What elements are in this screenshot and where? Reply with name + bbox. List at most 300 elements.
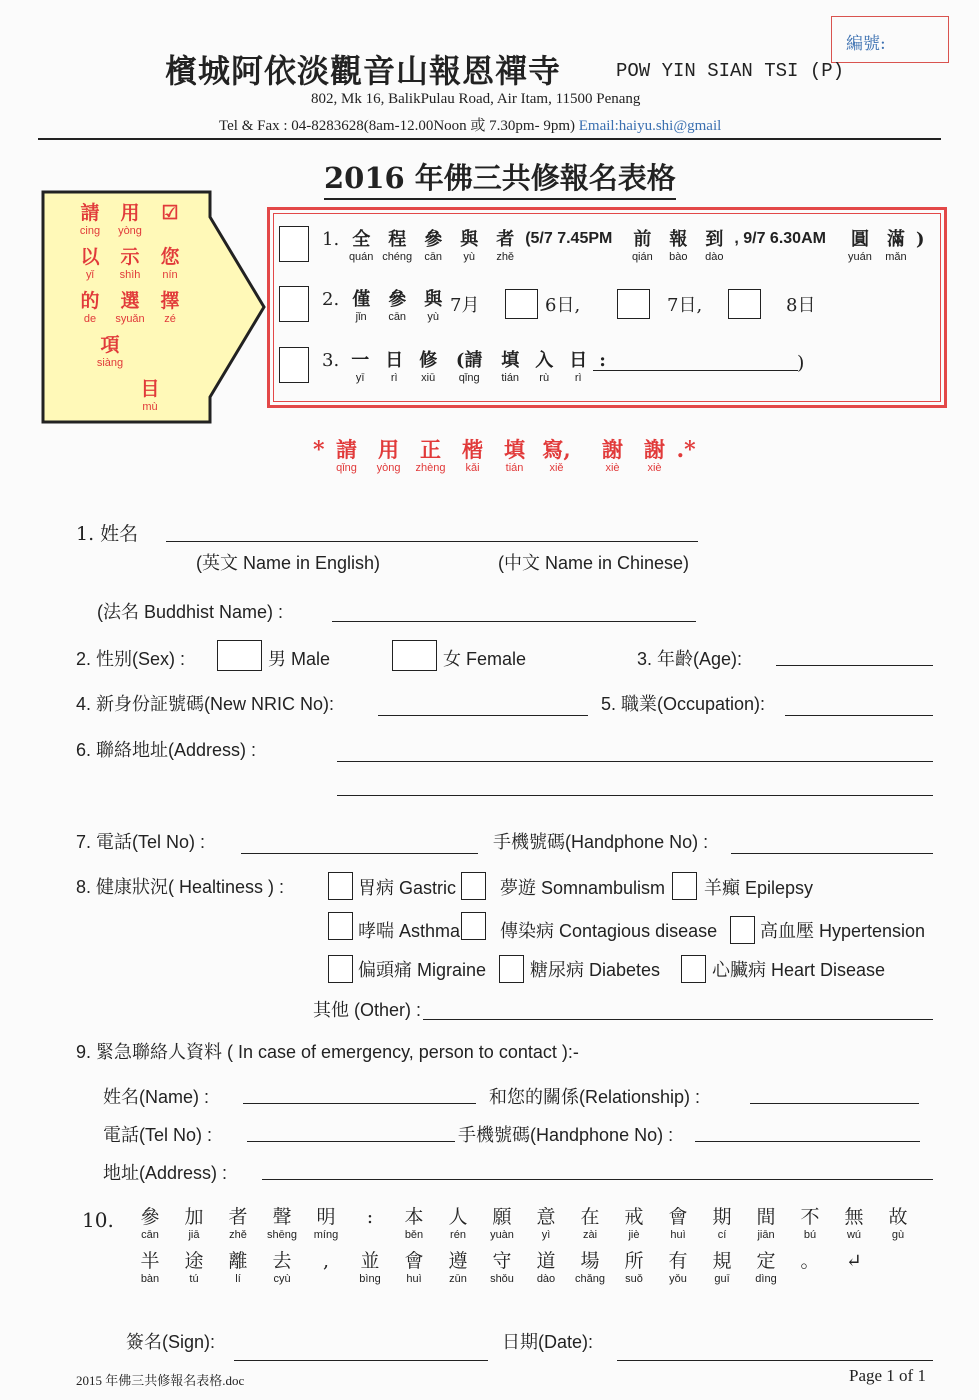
day8-label: 8日 xyxy=(786,295,816,316)
ruby-pinyin: yǒu xyxy=(669,1273,687,1285)
ruby-char xyxy=(216,1207,260,1241)
ruby-hanzi: 聲 xyxy=(272,1206,292,1228)
ruby-hanzi: 加 xyxy=(184,1206,204,1228)
day7-label: 7日, xyxy=(667,295,703,316)
emergency-address-label: 地址(Address) : xyxy=(103,1163,228,1183)
name-input-line[interactable] xyxy=(166,541,698,542)
month-label: 7月 xyxy=(450,295,480,316)
ruby-hanzi: (請 xyxy=(455,350,483,371)
ruby-char xyxy=(832,1251,876,1285)
ruby-char xyxy=(343,230,379,263)
ruby-hanzi: 間 xyxy=(756,1206,776,1228)
ruby-pinyin: lí xyxy=(235,1273,241,1285)
ruby-pinyin: xiū xyxy=(421,372,436,384)
emergency-address-line[interactable] xyxy=(262,1179,933,1180)
ruby-char xyxy=(348,1251,392,1285)
asthma-checkbox[interactable] xyxy=(328,912,353,940)
ruby-hanzi: , xyxy=(322,1250,330,1272)
ruby-pinyin: yī xyxy=(355,372,365,384)
ruby-char xyxy=(379,230,415,263)
sign-label: 簽名(Sign): xyxy=(126,1332,216,1352)
ruby-hanzi: 圓 xyxy=(850,229,869,250)
ruby-hanzi: 報 xyxy=(669,229,688,250)
spacer xyxy=(828,230,842,263)
ruby-pinyin: huì xyxy=(670,1229,686,1241)
ruby-char xyxy=(536,438,578,474)
migraine-label: 偏頭痛 Migraine xyxy=(358,960,487,980)
handphone-label: 手機號碼(Handphone No) : xyxy=(493,832,709,852)
temple-title-en: POW YIN SIAN TSI (P) xyxy=(616,60,845,82)
ruby-char xyxy=(452,438,494,474)
ruby-char xyxy=(410,438,452,474)
ruby-char xyxy=(128,1207,172,1241)
ruby-char xyxy=(744,1207,788,1241)
ruby-pinyin: yòng xyxy=(118,225,142,237)
ruby-hanzi: 會 xyxy=(404,1250,424,1272)
ruby-char xyxy=(70,203,110,237)
ruby-char xyxy=(368,438,410,474)
ruby-pinyin: guī xyxy=(714,1273,730,1285)
footer-page: Page 1 of 1 xyxy=(849,1366,926,1385)
ruby-hanzi: 您 xyxy=(160,246,180,268)
ruby-hanzi: 到 xyxy=(705,229,724,250)
ruby-char xyxy=(696,230,732,263)
footer-filename: 2015 年佛三共修報名表格.doc xyxy=(76,1373,245,1388)
ruby-hanzi: 寫, xyxy=(542,437,571,462)
emergency-handphone-label: 手機號碼(Handphone No) : xyxy=(458,1125,674,1145)
ruby-pinyin: bú xyxy=(803,1229,817,1241)
heart-label: 心臟病 Heart Disease xyxy=(712,960,886,980)
ruby-pinyin: dào xyxy=(705,251,724,263)
ruby-pinyin: dìng xyxy=(755,1273,777,1285)
emergency-handphone-line[interactable] xyxy=(695,1141,920,1142)
ruby-char xyxy=(624,230,660,263)
ruby-hanzi: 有 xyxy=(668,1250,688,1272)
ruby-char xyxy=(480,1207,524,1241)
ruby-char xyxy=(788,1207,832,1241)
emergency-name-line[interactable] xyxy=(243,1103,476,1104)
ruby-hanzi: 半 xyxy=(140,1250,160,1272)
ruby-hanzi: 期 xyxy=(712,1206,732,1228)
temple-contact xyxy=(219,114,721,135)
ruby-pinyin: mù xyxy=(142,401,158,413)
ruby-char xyxy=(304,1207,348,1241)
ruby-hanzi: 的 xyxy=(80,290,100,312)
ruby-hanzi: 正 xyxy=(420,437,442,462)
ruby-hanzi: 滿 xyxy=(886,229,905,250)
diabetes-checkbox[interactable] xyxy=(499,955,524,983)
emergency-tel-line[interactable] xyxy=(247,1141,455,1142)
option-full-row xyxy=(318,230,926,263)
ruby-pinyin: yuán xyxy=(848,251,872,263)
ruby-pinyin: cing xyxy=(79,225,101,237)
ruby-pinyin: bàn xyxy=(140,1273,160,1285)
ruby-hanzi: 與 xyxy=(460,229,479,250)
inline-text: : xyxy=(599,350,606,371)
handphone-line[interactable] xyxy=(731,853,933,854)
ruby-pinyin: cān xyxy=(424,251,443,263)
ruby-char xyxy=(150,291,190,325)
ruby-pinyin: zé xyxy=(164,313,176,325)
ruby-char xyxy=(700,1207,744,1241)
oneday-date-line[interactable] xyxy=(593,370,798,371)
ruby-pinyin: zhě xyxy=(229,1229,247,1241)
ruby-hanzi: 離 xyxy=(228,1250,248,1272)
ruby-pinyin: zhě xyxy=(496,251,515,263)
address-label: 6. 聯絡地址(Address) : xyxy=(76,740,257,760)
ruby-pinyin: rì xyxy=(390,372,398,384)
nric-label: 4. 新身份証號碼(New NRIC No): xyxy=(76,694,335,714)
ruby-char xyxy=(110,291,150,325)
occupation-line[interactable] xyxy=(785,715,933,716)
ruby-hanzi: 所 xyxy=(624,1250,644,1272)
ruby-hanzi: : xyxy=(366,1206,374,1228)
epilepsy-checkbox[interactable] xyxy=(672,872,697,900)
ruby-pinyin: jiān xyxy=(757,1229,775,1241)
ruby-hanzi: 願 xyxy=(492,1206,512,1228)
contact-email[interactable]: Email:haiyu.shi@gmail xyxy=(578,118,722,134)
ruby-hanzi: 途 xyxy=(184,1250,204,1272)
ruby-pinyin: chéng xyxy=(382,251,413,263)
ruby-hanzi: 去 xyxy=(272,1250,292,1272)
day6-label: 6日, xyxy=(545,295,581,316)
ruby-hanzi: 遵 xyxy=(448,1250,468,1272)
occupation-label: 5. 職業(Occupation): xyxy=(601,694,766,714)
ruby-pinyin: yòng xyxy=(376,462,401,474)
tel-line[interactable] xyxy=(241,853,478,854)
ruby-hanzi: 修 xyxy=(419,350,438,371)
ruby-hanzi: 程 xyxy=(388,229,407,250)
option-full-checkbox[interactable] xyxy=(279,226,309,262)
ruby-pinyin: kǎi xyxy=(465,462,480,474)
ruby-hanzi: 請 xyxy=(336,437,358,462)
ruby-char xyxy=(392,1251,436,1285)
epilepsy-label: 羊癲 Epilepsy xyxy=(704,878,814,898)
nric-line[interactable] xyxy=(378,715,588,716)
ruby-char xyxy=(260,1251,304,1285)
relationship-label: 和您的關係(Relationship) : xyxy=(489,1087,701,1107)
inline-text: .* xyxy=(676,437,696,463)
ruby-char xyxy=(304,1251,348,1285)
ruby-hanzi: 意 xyxy=(536,1206,556,1228)
ruby-pinyin: yù xyxy=(463,251,475,263)
male-label: 男 Male xyxy=(268,649,331,669)
ruby-char xyxy=(150,203,190,237)
inline-text: 3. xyxy=(322,350,340,371)
ruby-hanzi: 一 xyxy=(351,350,370,371)
ruby-char xyxy=(612,1207,656,1241)
serial-label: 編號: xyxy=(846,34,886,54)
ruby-pinyin: jǐn xyxy=(355,311,367,323)
ruby-char xyxy=(110,203,150,237)
ruby-char xyxy=(128,1251,172,1285)
ruby-pinyin: yù xyxy=(427,311,439,323)
option-partial-checkbox[interactable] xyxy=(279,286,309,322)
ruby-char xyxy=(656,1251,700,1285)
ruby-hanzi: 請 xyxy=(80,202,100,224)
ruby-hanzi: 選 xyxy=(120,290,140,312)
ruby-char xyxy=(70,247,110,281)
inline-text: * xyxy=(313,437,325,463)
ruby-hanzi: 楷 xyxy=(462,437,484,462)
ruby-pinyin: rù xyxy=(539,372,550,384)
ruby-char xyxy=(415,290,451,323)
hypertension-checkbox[interactable] xyxy=(730,916,755,944)
somnambulism-checkbox[interactable] xyxy=(461,872,486,900)
emergency-label: 9. 緊急聯絡人資料 ( In case of emergency, person to contact ):- xyxy=(76,1042,579,1062)
ruby-hanzi: 不 xyxy=(800,1206,820,1228)
ruby-char xyxy=(130,379,170,413)
hypertension-label: 高血壓 Hypertension xyxy=(760,921,926,941)
ruby-hanzi: 用 xyxy=(378,437,400,462)
ruby-char xyxy=(832,1207,876,1241)
ruby-char xyxy=(878,230,914,263)
ruby-pinyin: jiā xyxy=(188,1229,200,1241)
ruby-hanzi: 無 xyxy=(844,1206,864,1228)
ruby-hanzi: 守 xyxy=(492,1250,512,1272)
relationship-line[interactable] xyxy=(750,1103,919,1104)
name-chinese-label: (中文 Name in Chinese) xyxy=(498,553,690,573)
tel-label: 7. 電話(Tel No) : xyxy=(76,832,206,852)
ruby-char xyxy=(377,351,411,384)
other-line[interactable] xyxy=(423,1019,933,1020)
spacer xyxy=(614,230,624,263)
inline-text: ) xyxy=(915,229,925,250)
age-line[interactable] xyxy=(776,665,933,666)
inline-text: , 9/7 6.30AM xyxy=(734,230,826,247)
age-label: 3. 年齡(Age): xyxy=(637,649,743,669)
diabetes-label: 糖尿病 Diabetes xyxy=(530,960,661,980)
ruby-char xyxy=(326,438,368,474)
sign-line[interactable] xyxy=(234,1360,488,1361)
instruction-text xyxy=(70,202,205,413)
gastric-label: 胃病 Gastric xyxy=(358,878,457,898)
ruby-char xyxy=(487,230,523,263)
ruby-pinyin: xiè xyxy=(647,462,662,474)
ruby-hanzi: 定 xyxy=(756,1250,776,1272)
date-label: 日期(Date): xyxy=(502,1332,594,1352)
ruby-hanzi: 會 xyxy=(668,1206,688,1228)
ruby-pinyin: wú xyxy=(846,1229,862,1241)
ruby-hanzi: 以 xyxy=(80,246,100,268)
ruby-pinyin: jiè xyxy=(628,1229,640,1241)
ruby-hanzi: ☑ xyxy=(161,202,179,224)
ruby-char xyxy=(436,1251,480,1285)
ruby-pinyin: cān xyxy=(388,311,407,323)
ruby-char xyxy=(494,438,536,474)
ruby-char xyxy=(660,230,696,263)
ruby-hanzi: 示 xyxy=(120,246,140,268)
ruby-pinyin: zūn xyxy=(449,1273,467,1285)
ruby-pinyin: nín xyxy=(162,269,178,281)
ruby-pinyin: shìh xyxy=(119,269,141,281)
name-english-label: (英文 Name in English) xyxy=(196,553,381,573)
ruby-hanzi: 與 xyxy=(424,289,443,310)
form-title: 2016 年佛三共修報名表格 xyxy=(324,156,676,200)
gastric-checkbox[interactable] xyxy=(328,872,353,900)
ruby-char xyxy=(379,290,415,323)
date-line[interactable] xyxy=(617,1360,933,1361)
ruby-hanzi: 規 xyxy=(712,1250,732,1272)
sex-label: 2. 性别(Sex) : xyxy=(76,649,186,669)
ruby-hanzi: 者 xyxy=(496,229,515,250)
contagious-label: 傳染病 Contagious disease xyxy=(500,921,718,941)
ruby-char xyxy=(612,1251,656,1285)
ruby-char xyxy=(524,1207,568,1241)
dharma-name-line[interactable] xyxy=(332,621,696,622)
ruby-pinyin: cí xyxy=(717,1229,727,1241)
ruby-pinyin: bào xyxy=(669,251,688,263)
ruby-hanzi: 在 xyxy=(580,1206,600,1228)
contagious-checkbox[interactable] xyxy=(461,912,486,940)
ruby-hanzi: 參 xyxy=(388,289,407,310)
ruby-pinyin: cān xyxy=(141,1229,159,1241)
inline-text: 1. xyxy=(322,229,340,250)
ruby-hanzi: 擇 xyxy=(160,290,180,312)
ruby-char xyxy=(656,1207,700,1241)
declaration-row-2 xyxy=(128,1251,876,1285)
migraine-checkbox[interactable] xyxy=(328,955,353,983)
declaration-number: 10. xyxy=(82,1208,114,1232)
ruby-hanzi: 者 xyxy=(228,1206,248,1228)
ruby-hanzi: 項 xyxy=(100,334,120,356)
ruby-char xyxy=(527,351,561,384)
other-label: 其他 (Other) : xyxy=(313,1000,422,1020)
male-checkbox[interactable] xyxy=(217,640,262,671)
ruby-hanzi: 用 xyxy=(120,202,140,224)
ruby-pinyin: de xyxy=(83,313,97,325)
ruby-char xyxy=(172,1207,216,1241)
address-line-1[interactable] xyxy=(337,761,933,762)
health-label: 8. 健康狀況( Healtiness ) : xyxy=(76,877,285,897)
ruby-char xyxy=(216,1251,260,1285)
day7-checkbox[interactable] xyxy=(617,289,650,319)
ruby-char xyxy=(524,1251,568,1285)
ruby-char xyxy=(343,351,377,384)
ruby-char xyxy=(788,1251,832,1285)
heart-checkbox[interactable] xyxy=(681,955,706,983)
ruby-hanzi: 道 xyxy=(536,1250,556,1272)
ruby-pinyin: zhèng xyxy=(415,462,446,474)
ruby-pinyin: xiè xyxy=(605,462,620,474)
ruby-char xyxy=(592,438,634,474)
ruby-char xyxy=(568,1251,612,1285)
ruby-hanzi: 參 xyxy=(424,229,443,250)
asthma-label: 哮喘 Asthma xyxy=(358,921,461,941)
ruby-pinyin: tián xyxy=(505,462,524,474)
emergency-name-label: 姓名(Name) : xyxy=(103,1087,210,1107)
ruby-char xyxy=(411,351,445,384)
ruby-hanzi: 明 xyxy=(316,1206,336,1228)
ruby-pinyin: yǐ xyxy=(86,269,94,281)
day6-checkbox[interactable] xyxy=(505,289,538,319)
ruby-hanzi: 僅 xyxy=(352,289,371,310)
ruby-char xyxy=(436,1207,480,1241)
female-label: 女 Female xyxy=(443,649,527,669)
ruby-pinyin: qǐng xyxy=(458,372,480,384)
ruby-hanzi: 謝 xyxy=(644,437,666,462)
ruby-hanzi: 入 xyxy=(535,350,554,371)
ruby-hanzi: 場 xyxy=(580,1250,600,1272)
ruby-pinyin: běn xyxy=(404,1229,424,1241)
ruby-pinyin: rén xyxy=(450,1229,466,1241)
notice-row xyxy=(312,438,697,474)
ruby-hanzi: 前 xyxy=(633,229,652,250)
ruby-pinyin: tú xyxy=(189,1273,199,1285)
ruby-pinyin: yì xyxy=(541,1229,551,1241)
ruby-hanzi: 本 xyxy=(404,1206,424,1228)
ruby-char xyxy=(634,438,676,474)
ruby-char xyxy=(700,1251,744,1285)
ruby-pinyin: siàng xyxy=(96,357,124,369)
ruby-pinyin: quán xyxy=(348,251,374,263)
ruby-char xyxy=(415,230,451,263)
ruby-pinyin: rì xyxy=(574,372,582,384)
ruby-char xyxy=(90,335,130,369)
option-partial-row xyxy=(318,290,451,323)
ruby-hanzi: 並 xyxy=(360,1250,380,1272)
ruby-char xyxy=(445,351,493,384)
day8-checkbox[interactable] xyxy=(728,289,761,319)
ruby-char xyxy=(842,230,878,263)
ruby-char xyxy=(348,1207,392,1241)
ruby-hanzi: 填 xyxy=(504,437,526,462)
ruby-hanzi: 日 xyxy=(569,350,588,371)
ruby-hanzi: 故 xyxy=(888,1206,908,1228)
emergency-tel-label: 電話(Tel No) : xyxy=(103,1125,213,1145)
name-label: 1. 姓名 xyxy=(76,523,139,545)
ruby-char xyxy=(110,247,150,281)
serial-box[interactable] xyxy=(831,16,949,63)
ruby-hanzi: 參 xyxy=(140,1206,160,1228)
dharma-name-label: (法名 Buddhist Name) : xyxy=(97,602,284,622)
declaration-row-1 xyxy=(128,1207,920,1241)
ruby-char xyxy=(568,1207,612,1241)
ruby-pinyin: bìng xyxy=(359,1273,381,1285)
ruby-pinyin: zài xyxy=(582,1229,598,1241)
ruby-pinyin: míng xyxy=(313,1229,339,1241)
ruby-hanzi: ↵ xyxy=(846,1250,862,1272)
ruby-pinyin: tián xyxy=(501,372,520,384)
ruby-hanzi: 。 xyxy=(800,1250,820,1272)
ruby-char xyxy=(172,1251,216,1285)
ruby-pinyin: cyù xyxy=(273,1273,291,1285)
option-oneday-checkbox[interactable] xyxy=(279,347,309,383)
ruby-hanzi: 目 xyxy=(140,378,160,400)
female-checkbox[interactable] xyxy=(392,640,437,671)
ruby-pinyin: shēng xyxy=(267,1229,297,1241)
ruby-pinyin: gù xyxy=(891,1229,905,1241)
ruby-hanzi: 全 xyxy=(352,229,371,250)
header-divider xyxy=(38,138,941,140)
ruby-pinyin: dào xyxy=(536,1273,556,1285)
ruby-pinyin: suǒ xyxy=(625,1273,643,1285)
temple-title-cn: 檳城阿依淡觀音山報恩禪寺 xyxy=(165,52,562,90)
ruby-char xyxy=(876,1207,920,1241)
address-line-2[interactable] xyxy=(337,795,933,796)
ruby-pinyin: xiě xyxy=(549,462,564,474)
ruby-pinyin: syuǎn xyxy=(115,313,145,325)
ruby-char xyxy=(343,290,379,323)
ruby-char xyxy=(493,351,527,384)
ruby-pinyin: huì xyxy=(406,1273,422,1285)
ruby-pinyin: qǐng xyxy=(336,462,357,474)
ruby-char xyxy=(480,1251,524,1285)
somnambulism-label: 夢遊 Somnambulism xyxy=(500,878,666,898)
ruby-char xyxy=(392,1207,436,1241)
ruby-pinyin: qián xyxy=(631,251,653,263)
ruby-hanzi: 戒 xyxy=(624,1206,644,1228)
